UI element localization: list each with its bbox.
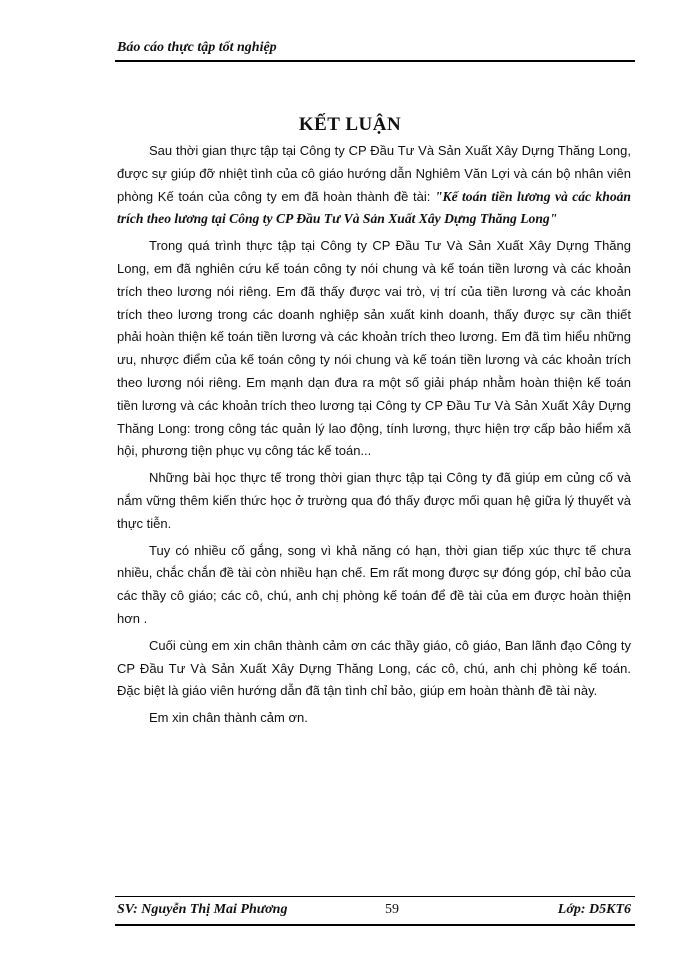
paragraph-closing: Em xin chân thành cảm ơn. <box>149 710 308 726</box>
paragraph-intro-text: Sau thời gian thực tập tại Công ty CP Đầu Tư Và Sản Xuất Xây Dựng Thăng Long, được sự giúp đỡ nhiệt tình của cô giáo hướng dẫn Nghiêm Văn Lợi và cán bộ nhân viên phòng Kế toán của công ty em đã hoàn thành đề tài: <box>117 143 631 204</box>
class-label: Lớp: D5KT6 <box>557 902 631 917</box>
report-header-title: Báo cáo thực tập tốt nghiệp <box>117 40 277 55</box>
paragraph-thanks: Cuối cùng em xin chân thành cảm ơn các thầy giáo, cô giáo, Ban lãnh đạo Công ty CP Đầu Tư Và Sản Xuất Xây Dựng Thăng Long, các cô, chú, anh chị phòng kế toán. Đặc biệt là giáo viên hướng dẫn đã tận tình chỉ bảo, giúp em hoàn thành đề tài này. <box>117 637 631 699</box>
page-heading: KẾT LUẬN <box>298 114 402 135</box>
page-number: 59 <box>385 902 399 917</box>
student-name: SV: Nguyễn Thị Mai Phương <box>117 902 288 917</box>
footer-divider <box>115 896 635 897</box>
document-body <box>117 140 631 730</box>
paragraph-intro <box>117 140 631 231</box>
paragraph-limitations: Tuy có nhiều cố gắng, song vì khả năng có hạn, thời gian tiếp xúc thực tế chưa nhiều, chắc chắn đề tài còn nhiều hạn chế. Em rất mong được sự đóng góp, chỉ bảo của các thầy cô giáo; các cô, chú, anh chị phòng kế toán để đề tài của em được hoàn thiện hơn . <box>117 542 631 626</box>
thesis-title: "Kế toán tiền lương và các khoản trích theo lương tại Công ty CP Đầu Tư Và Sản Xuất Xây Dựng Thăng Long" <box>117 188 631 227</box>
paragraph-research: Trong quá trình thực tập tại Công ty CP Đầu Tư Và Sản Xuất Xây Dựng Thăng Long, em đã nghiên cứu kế toán công ty nói chung và kế toán tiền lương và các khoản trích theo lương nói riêng. Em đã thấy được vai trò, vị trí của tiền lương và các khoản trích theo lương trong các doanh nghiệp sản xuất kinh doanh, thấy được sự cần thiết phải hoàn thiện kế toán tiền lương và các khoản trích theo lương. Em đã tìm hiểu những ưu, nhược điểm của kế toán công ty nói chung và kế toán tiền lương và các khoản trích theo lương nói riêng. Em mạnh dạn đưa ra một số giải pháp nhằm hoàn thiện kế toán tiền lương và các khoản trích theo lương tại Công ty CP Đầu Tư Và Sản Xuất Xây Dựng Thăng Long: trong công tác quản lý lao động, tính lương, thực hiện trợ cấp bảo hiểm xã hội, phương tiện phục vụ công tác kế toán... <box>117 238 631 459</box>
paragraph-lessons: Những bài học thực tế trong thời gian thực tập tại Công ty đã giúp em củng cố và nắm vững thêm kiến thức học ở trường qua đó thấy được mối quan hệ giữa lý thuyết và thực tiễn. <box>117 470 631 531</box>
footer-bottom-divider <box>115 924 635 926</box>
header-divider <box>115 60 635 62</box>
